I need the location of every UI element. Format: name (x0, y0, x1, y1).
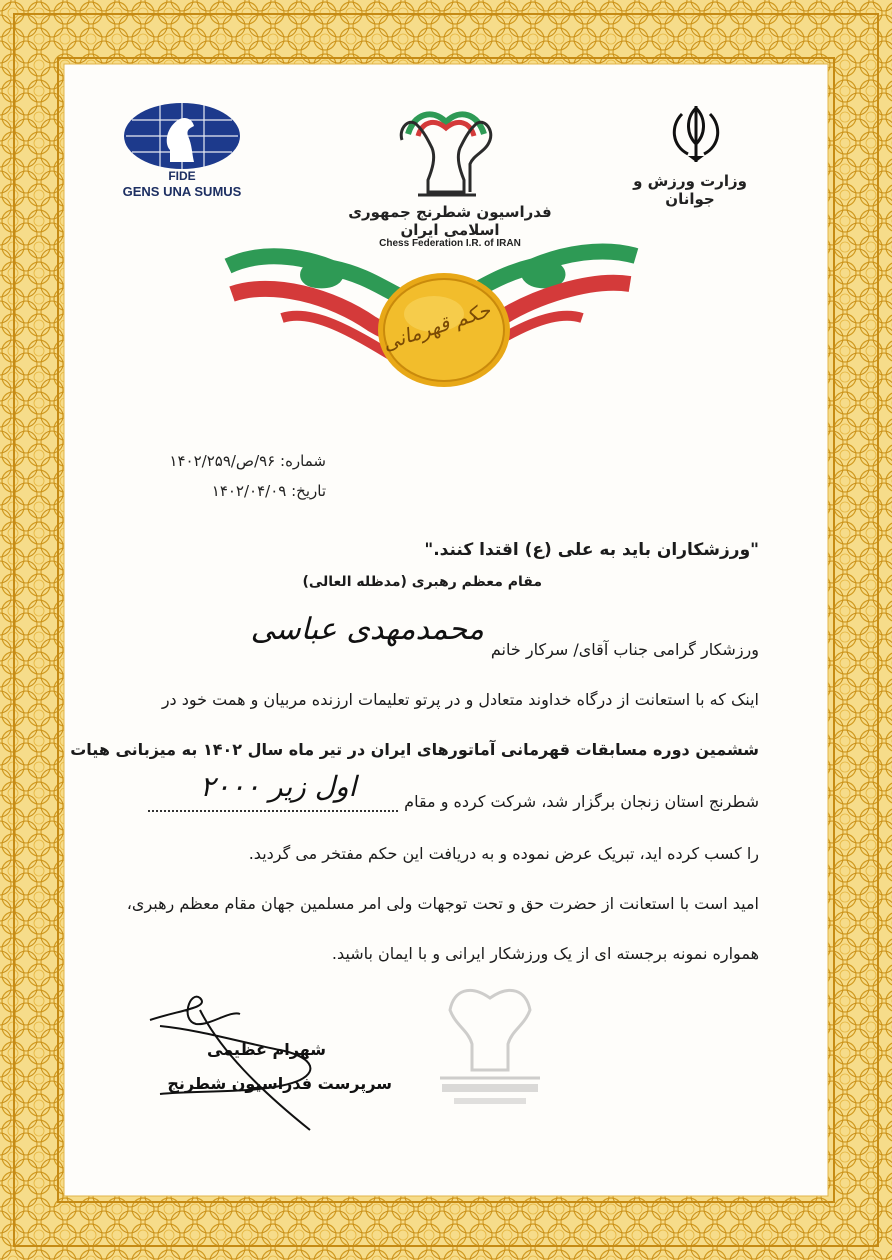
fide-motto: GENS UNA SUMUS (122, 184, 242, 199)
fide-title: FIDE (168, 169, 196, 183)
federation-name-fa: فدراسیون شطرنج جمهوری اسلامی ایران (348, 203, 552, 239)
handwritten-signature-icon (140, 990, 330, 1140)
rank-handwritten: اول زیر ۲۰۰۰ (200, 770, 357, 803)
iran-emblem-icon (668, 104, 724, 164)
quote-text: "ورزشکاران باید به علی (ع) اقتدا کنند." (424, 540, 759, 560)
federation-name-en: Chess Federation I.R. of IRAN (379, 238, 521, 249)
chess-federation-logo-icon (388, 100, 504, 200)
body-line-4: را کسب کرده اید، تبریک عرض نموده و به دریافت این حکم مفتخر می گردید. (248, 844, 759, 863)
rank-dotted-line (148, 810, 398, 812)
fide-caption (112, 168, 252, 200)
body-line-3: شطرنج استان زنجان برگزار شد، شرکت کرده و مقام (404, 792, 759, 811)
body-line-2: ششمین دوره مسابقات قهرمانی آماتورهای ایران در تیر ماه سال ۱۴۰۲ به میزبانی هیات (70, 740, 759, 759)
letter-date: تاریخ: ۱۴۰۲/۰۴/۰۹ (211, 482, 326, 500)
recipient-name-handwritten: محمدمهدی عباسی (250, 612, 484, 647)
body-line-6: همواره نمونه برجسته ای از یک ورزشکار ایرانی و با ایمان باشید. (331, 944, 759, 963)
letter-number: شماره: ۹۶/ص/۱۴۰۲/۲۵۹ (169, 452, 326, 470)
body-line-1: اینک که با استعانت از درگاه خداوند متعادل و در پرتو تعلیمات ارزنده مربیان و همت خود در (161, 690, 759, 709)
salutation: ورزشکار گرامی جناب آقای/ سرکار خانم (490, 640, 759, 659)
fide-logo-icon (120, 100, 244, 172)
medal-caption: حکم قهرمانی (379, 297, 494, 356)
quote-author: مقام معظم رهبری (مدظله العالی) (302, 574, 542, 590)
signatory-title: سرپرست فدراسیون شطرنج (167, 1074, 392, 1093)
body-line-5: امید است با استعانت از حضرت حق و تحت توجهات ولی امر مسلمین جهان مقام معظم رهبری، (126, 894, 759, 913)
ministry-name: وزارت ورزش و جوانان (633, 172, 747, 208)
federation-stamp-icon (420, 970, 560, 1120)
signatory-name: شهرام عظیمی (207, 1040, 326, 1059)
